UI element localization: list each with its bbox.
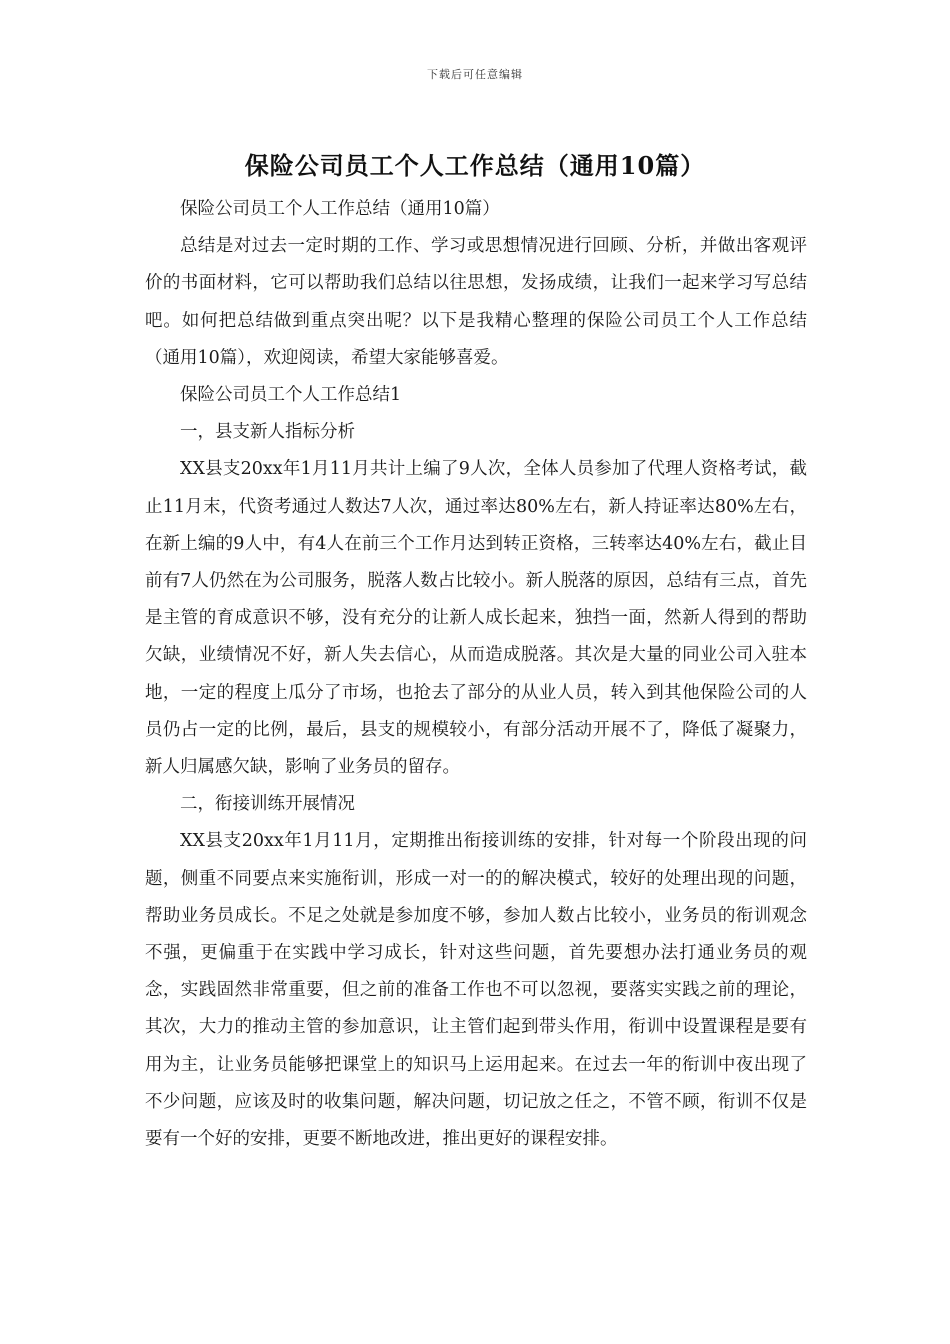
subtitle-paragraph: 保险公司员工个人工作总结（通用10篇）	[180, 199, 500, 219]
document-body	[145, 191, 807, 1158]
body-paragraph-1: XX县支20xx年1月11月共计上编了9人次，全体人员参加了代理人资格考试，截止11月末，代资考通过人数达7人次，通过率达80%左右，新人持证率达80%左右，在新上编的9人中，有4人在前三个工作月达到转正资格，三转率达40%左右，截止目前有7人仍然在为公司服务，脱落人数占比较小。新人脱落的原因，总结有三点，首先是主管的育成意识不够，没有充分的让新人成长起来，独挡一面，然新人得到的帮助欠缺，业绩情况不好，新人失去信心，从而造成脱落。其次是大量的同业公司入驻本地，一定的程度上瓜分了市场，也抢去了部分的从业人员，转入到其他保险公司的人员仍占一定的比例，最后，县支的规模较小，有部分活动开展不了，降低了凝聚力，新人归属感欠缺，影响了业务员的留存。	[145, 459, 807, 778]
subsection-heading-1: 一，县支新人指标分析	[180, 422, 355, 443]
body-paragraph-2: XX县支20xx年1月11月，定期推出衔接训练的安排，针对每一个阶段出现的问题，侧重不同要点来实施衔训，形成一对一的的解决模式，较好的处理出现的问题，帮助业务员成长。不足之处就是参加度不够，参加人数占比较小，业务员的衔训观念不强，更偏重于在实践中学习成长，针对这些问题，首先要想办法打通业务员的观念，实践固然非常重要，但之前的准备工作也不可以忽视，要落实实践之前的理论，其次，大力的推动主管的参加意识，让主管们起到带头作用，衔训中设置课程是要有用为主，让业务员能够把课堂上的知识马上运用起来。在过去一年的衔训中夜出现了不少问题，应该及时的收集问题，解决问题，切记放之任之，不管不顾，衔训不仅是要有一个好的安排，更要不断地改进，推出更好的课程安排。	[145, 831, 807, 1150]
section-heading-1: 保险公司员工个人工作总结1	[180, 385, 402, 406]
subsection-heading-2: 二，衔接训练开展情况	[180, 794, 355, 815]
intro-paragraph: 总结是对过去一定时期的工作、学习或思想情况进行回顾、分析，并做出客观评价的书面材料，它可以帮助我们总结以往思想，发扬成绩，让我们一起来学习写总结吧。如何把总结做到重点突出呢？以下是我精心整理的保险公司员工个人工作总结（通用10篇），欢迎阅读，希望大家能够喜爱。	[145, 236, 807, 368]
document-title: 保险公司员工个人工作总结（通用10篇）	[244, 151, 706, 180]
page-header-note: 下载后可任意编辑	[427, 68, 523, 81]
